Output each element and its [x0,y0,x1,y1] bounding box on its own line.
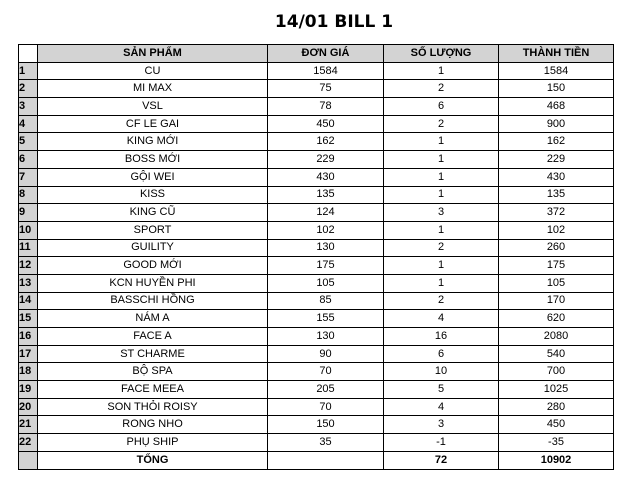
row-index-cell[interactable]: 9 [19,204,38,222]
unit-price-cell[interactable]: 162 [268,133,384,151]
total-cell[interactable]: 540 [499,345,614,363]
total-label[interactable]: TỔNG [38,451,268,469]
table-row [19,62,614,80]
product-cell[interactable]: FACE MEEA [38,381,268,399]
quantity-cell[interactable]: 3 [384,204,499,222]
bill-table [18,44,614,470]
total-cell[interactable]: 450 [499,416,614,434]
table-row [19,168,614,186]
quantity-cell[interactable]: 6 [384,98,499,116]
row-index-cell[interactable]: 19 [19,381,38,399]
row-index-cell[interactable]: 17 [19,345,38,363]
product-cell[interactable]: ST CHARME [38,345,268,363]
table-row [19,151,614,169]
header-total[interactable]: THÀNH TIỀN [499,45,614,63]
unit-price-cell[interactable]: 135 [268,186,384,204]
total-row [19,451,614,469]
quantity-cell[interactable]: 6 [384,345,499,363]
row-index-cell[interactable]: 15 [19,310,38,328]
quantity-cell[interactable]: 1 [384,168,499,186]
unit-price-cell[interactable]: 150 [268,416,384,434]
total-cell[interactable]: 468 [499,98,614,116]
row-index-cell[interactable]: 16 [19,328,38,346]
table-row [19,416,614,434]
unit-price-cell[interactable]: 70 [268,363,384,381]
table-row [19,310,614,328]
header-row [19,45,614,63]
total-cell[interactable]: 430 [499,168,614,186]
total-cell[interactable]: 229 [499,151,614,169]
total-cell[interactable]: 620 [499,310,614,328]
header-product[interactable]: SẢN PHẨM [38,45,268,63]
total-cell[interactable]: 2080 [499,328,614,346]
header-unit-price[interactable]: ĐƠN GIÁ [268,45,384,63]
product-cell[interactable]: BỘ SPA [38,363,268,381]
row-index-cell[interactable]: 11 [19,239,38,257]
quantity-cell[interactable]: 10 [384,363,499,381]
unit-price-cell[interactable]: 1584 [268,62,384,80]
quantity-cell[interactable]: 1 [384,133,499,151]
product-cell[interactable]: BOSS MỚI [38,151,268,169]
product-cell[interactable]: GUILITY [38,239,268,257]
table-row [19,292,614,310]
product-cell[interactable]: SPORT [38,221,268,239]
quantity-cell[interactable]: 1 [384,151,499,169]
row-index-cell[interactable]: 22 [19,434,38,452]
row-index-cell[interactable]: 3 [19,98,38,116]
product-cell[interactable]: CU [38,62,268,80]
product-cell[interactable]: KISS [38,186,268,204]
bill-title: 14/01 BILL 1 [274,12,394,32]
total-cell[interactable]: 700 [499,363,614,381]
product-cell[interactable]: GOOD MỚI [38,257,268,275]
quantity-cell[interactable]: -1 [384,434,499,452]
row-index-cell[interactable]: 1 [19,62,38,80]
unit-price-cell[interactable]: 205 [268,381,384,399]
total-quantity[interactable]: 72 [384,451,499,469]
unit-price-cell[interactable]: 124 [268,204,384,222]
product-cell[interactable]: BASSCHI HỒNG [38,292,268,310]
total-cell[interactable]: 170 [499,292,614,310]
unit-price-cell[interactable]: 450 [268,115,384,133]
table-row [19,80,614,98]
unit-price-cell[interactable]: 430 [268,168,384,186]
total-cell[interactable]: -35 [499,434,614,452]
total-cell[interactable]: 162 [499,133,614,151]
quantity-cell[interactable]: 1 [384,186,499,204]
table-row [19,133,614,151]
total-cell[interactable]: 105 [499,274,614,292]
row-index-cell[interactable]: 4 [19,115,38,133]
quantity-cell[interactable]: 2 [384,115,499,133]
total-cell[interactable]: 1584 [499,62,614,80]
row-index-cell[interactable]: 10 [19,221,38,239]
total-cell[interactable]: 260 [499,239,614,257]
product-cell[interactable]: KCN HUYỀN PHI [38,274,268,292]
product-cell[interactable]: VSL [38,98,268,116]
row-index-cell[interactable]: 6 [19,151,38,169]
quantity-cell[interactable]: 2 [384,239,499,257]
total-cell[interactable]: 175 [499,257,614,275]
total-unit-price[interactable] [268,451,384,469]
row-index-cell[interactable]: 14 [19,292,38,310]
table-row [19,398,614,416]
unit-price-cell[interactable]: 78 [268,98,384,116]
product-cell[interactable]: FACE A [38,328,268,346]
unit-price-cell[interactable]: 35 [268,434,384,452]
quantity-cell[interactable]: 16 [384,328,499,346]
unit-price-cell[interactable]: 175 [268,257,384,275]
row-index-cell[interactable]: 7 [19,168,38,186]
row-index-cell[interactable]: 8 [19,186,38,204]
unit-price-cell[interactable]: 130 [268,328,384,346]
unit-price-cell[interactable]: 105 [268,274,384,292]
table-row [19,115,614,133]
quantity-cell[interactable]: 5 [384,381,499,399]
unit-price-cell[interactable]: 85 [268,292,384,310]
row-index-cell[interactable]: 12 [19,257,38,275]
quantity-cell[interactable]: 1 [384,257,499,275]
total-cell[interactable]: 102 [499,221,614,239]
product-cell[interactable]: NÁM A [38,310,268,328]
row-index-cell[interactable]: 18 [19,363,38,381]
quantity-cell[interactable]: 3 [384,416,499,434]
table-row [19,274,614,292]
table-row [19,363,614,381]
unit-price-cell[interactable]: 75 [268,80,384,98]
product-cell[interactable]: KING CŨ [38,204,268,222]
total-amount[interactable]: 10902 [499,451,614,469]
table-row [19,381,614,399]
quantity-cell[interactable]: 4 [384,310,499,328]
row-index-cell[interactable]: 21 [19,416,38,434]
total-row-index[interactable] [19,451,38,469]
unit-price-cell[interactable]: 70 [268,398,384,416]
table-row [19,186,614,204]
unit-price-cell[interactable]: 229 [268,151,384,169]
table-row [19,328,614,346]
total-cell[interactable]: 1025 [499,381,614,399]
table-row [19,345,614,363]
table-row [19,98,614,116]
product-cell[interactable]: CF LE GAI [38,115,268,133]
table-row [19,257,614,275]
row-index-cell[interactable]: 5 [19,133,38,151]
total-cell[interactable]: 150 [499,80,614,98]
quantity-cell[interactable]: 4 [384,398,499,416]
header-quantity[interactable]: SỐ LƯỢNG [384,45,499,63]
quantity-cell[interactable]: 1 [384,274,499,292]
table-row [19,221,614,239]
table-row [19,434,614,452]
quantity-cell[interactable]: 1 [384,62,499,80]
unit-price-cell[interactable]: 90 [268,345,384,363]
table-row [19,204,614,222]
quantity-cell[interactable]: 2 [384,292,499,310]
table-row [19,239,614,257]
quantity-cell[interactable]: 2 [384,80,499,98]
total-cell[interactable]: 372 [499,204,614,222]
product-cell[interactable]: SON THỎI ROISY [38,398,268,416]
product-cell[interactable]: MI MAX [38,80,268,98]
unit-price-cell[interactable]: 102 [268,221,384,239]
row-index-cell[interactable]: 13 [19,274,38,292]
row-index-cell[interactable]: 20 [19,398,38,416]
quantity-cell[interactable]: 1 [384,221,499,239]
unit-price-cell[interactable]: 155 [268,310,384,328]
total-cell[interactable]: 900 [499,115,614,133]
unit-price-cell[interactable]: 130 [268,239,384,257]
row-index-cell[interactable]: 2 [19,80,38,98]
total-cell[interactable]: 280 [499,398,614,416]
total-cell[interactable]: 135 [499,186,614,204]
product-cell[interactable]: KING MỚI [38,133,268,151]
product-cell[interactable]: RONG NHO [38,416,268,434]
product-cell[interactable]: GỘI WEI [38,168,268,186]
product-cell[interactable]: PHỤ SHIP [38,434,268,452]
corner-cell [19,45,38,63]
